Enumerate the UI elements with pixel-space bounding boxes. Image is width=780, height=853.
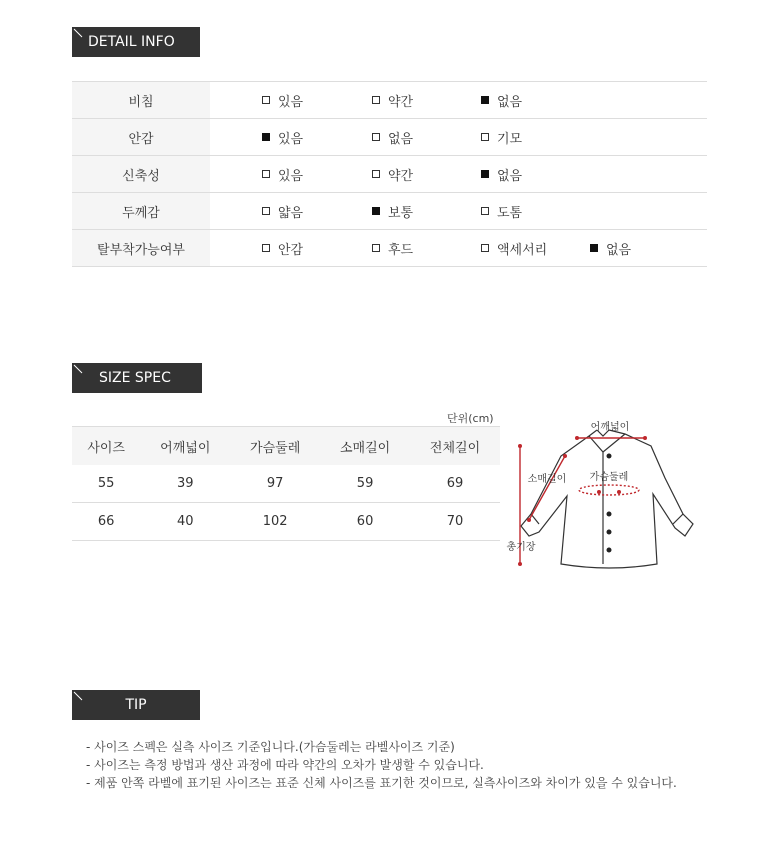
unchecked-box-icon (262, 207, 270, 215)
size-header-cell: 소매길이 (320, 427, 410, 466)
detail-option-label: 없음 (388, 131, 414, 147)
detail-row (72, 82, 707, 119)
detail-option-label: 액세서리 (497, 242, 548, 258)
size-cell: 97 (230, 465, 320, 503)
unchecked-box-icon (372, 133, 380, 141)
detail-option (481, 156, 522, 192)
detail-option-label: 기모 (497, 131, 523, 147)
checked-box-icon (481, 96, 489, 104)
detail-option-label: 없음 (497, 168, 523, 184)
detail-option-label: 없음 (606, 242, 632, 258)
size-cell: 69 (410, 465, 500, 503)
unchecked-box-icon (262, 170, 270, 178)
detail-row-label: 비침 (72, 82, 210, 118)
size-header-cell: 사이즈 (72, 427, 140, 466)
size-spec-heading (72, 363, 202, 393)
chest-label: 가슴둘레 (589, 472, 629, 483)
size-spec-title: SIZE SPEC (99, 370, 171, 386)
detail-option (372, 156, 413, 192)
detail-option (262, 156, 303, 192)
corner-mark-icon (72, 27, 84, 39)
detail-option-label: 없음 (497, 94, 523, 110)
detail-option (262, 119, 303, 155)
tip-line: - 제품 안쪽 라벨에 표기된 사이즈는 표준 신체 사이즈를 표기한 것이므로, 실측사이즈와 차이가 있을 수 있습니다. (86, 776, 677, 790)
unchecked-box-icon (481, 133, 489, 141)
checked-box-icon (262, 133, 270, 141)
unit-label: 단위(cm) (447, 412, 494, 425)
checked-box-icon (481, 170, 489, 178)
detail-option-label: 있음 (278, 94, 304, 110)
length-label: 총기장 (506, 542, 536, 553)
checked-box-icon (372, 207, 380, 215)
size-cell: 70 (410, 503, 500, 541)
unchecked-box-icon (372, 96, 380, 104)
detail-option-label: 있음 (278, 131, 304, 147)
detail-row-label: 안감 (72, 119, 210, 155)
detail-option (262, 82, 303, 118)
size-cell: 59 (320, 465, 410, 503)
detail-option-label: 있음 (278, 168, 304, 184)
detail-option (481, 230, 547, 266)
measure-lines-icon (520, 438, 645, 564)
size-cell: 66 (72, 503, 140, 541)
detail-row (72, 119, 707, 156)
detail-options (210, 119, 707, 155)
size-cell: 55 (72, 465, 140, 503)
unchecked-box-icon (481, 207, 489, 215)
detail-row-label: 탈부착가능여부 (72, 230, 210, 266)
detail-option (372, 230, 413, 266)
detail-option-label: 보통 (388, 205, 414, 221)
detail-row (72, 156, 707, 193)
size-header-cell: 어깨넓이 (140, 427, 230, 466)
detail-option (481, 82, 522, 118)
detail-options (210, 82, 707, 118)
detail-row-label: 두께감 (72, 193, 210, 229)
detail-options (210, 230, 707, 266)
unchecked-box-icon (262, 244, 270, 252)
size-header-cell: 가슴둘레 (230, 427, 320, 466)
detail-option-label: 후드 (388, 242, 414, 258)
detail-option (372, 119, 413, 155)
tip-line: - 사이즈 스펙은 실측 사이즈 기준입니다.(가슴둘레는 라벨사이즈 기준) (86, 740, 455, 754)
size-spec-table (72, 426, 500, 541)
size-cell: 40 (140, 503, 230, 541)
shirt-outline-icon (521, 430, 693, 568)
detail-option (262, 230, 303, 266)
tip-line: - 사이즈는 측정 방법과 생산 과정에 따라 약간의 오차가 발생할 수 있습니다. (86, 758, 484, 772)
detail-option-label: 얇음 (278, 205, 304, 221)
size-cell: 60 (320, 503, 410, 541)
detail-options (210, 156, 707, 192)
detail-option-label: 약간 (388, 94, 414, 110)
shoulder-label: 어깨넓이 (590, 422, 630, 433)
detail-option-label: 안감 (278, 242, 304, 258)
detail-info-title: DETAIL INFO (88, 34, 175, 50)
detail-row-label: 신축성 (72, 156, 210, 192)
tip-heading (72, 690, 200, 720)
unchecked-box-icon (262, 96, 270, 104)
size-row (72, 465, 500, 503)
detail-option (372, 82, 413, 118)
detail-info-heading (72, 27, 200, 57)
detail-options (210, 193, 707, 229)
unchecked-box-icon (372, 244, 380, 252)
button-dots-icon (607, 454, 612, 553)
size-cell: 39 (140, 465, 230, 503)
detail-option (481, 119, 522, 155)
unchecked-box-icon (372, 170, 380, 178)
detail-option (372, 193, 413, 229)
detail-option (262, 193, 303, 229)
tip-list (86, 738, 677, 792)
detail-option-label: 도톰 (497, 205, 523, 221)
sleeve-label: 소매길이 (527, 474, 567, 485)
corner-mark-icon (72, 690, 84, 702)
checked-box-icon (590, 244, 598, 252)
detail-row (72, 193, 707, 230)
corner-mark-icon (72, 363, 84, 375)
detail-option (590, 230, 631, 266)
size-header-row (72, 427, 500, 466)
size-row (72, 503, 500, 541)
unchecked-box-icon (481, 244, 489, 252)
detail-row (72, 230, 707, 267)
tip-title: TIP (125, 697, 147, 713)
detail-option (481, 193, 522, 229)
detail-option-label: 약간 (388, 168, 414, 184)
size-cell: 102 (230, 503, 320, 541)
detail-info-table (72, 81, 707, 267)
shirt-diagram (505, 416, 700, 576)
size-header-cell: 전체길이 (410, 427, 500, 466)
